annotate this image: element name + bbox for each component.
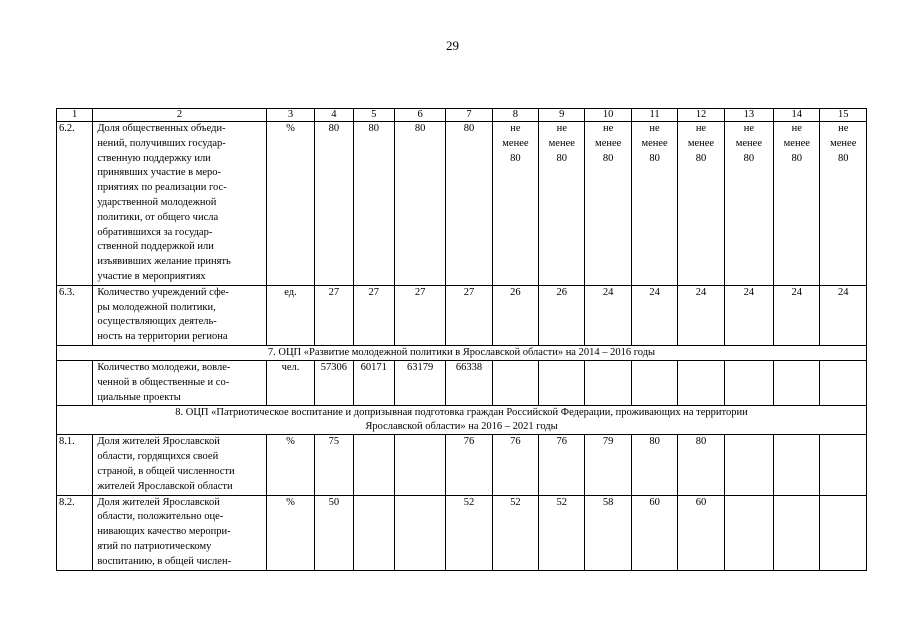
column-number-header: 2 [93,109,266,122]
value-cell: 52 [539,495,585,570]
column-number-header: 1 [57,109,93,122]
unit-cell: ед. [266,285,314,345]
column-number-header: 10 [585,109,631,122]
value-cell: не менее 80 [539,122,585,286]
value-cell: 24 [585,285,631,345]
value-cell: не менее 80 [492,122,538,286]
value-cell: 24 [820,285,867,345]
page-number: 29 [446,38,459,53]
value-cell: 80 [353,122,394,286]
value-cell: не менее 80 [820,122,867,286]
value-cell [353,435,394,495]
value-cell: 60 [678,495,724,570]
column-number-header: 9 [539,109,585,122]
unit-cell: % [266,495,314,570]
value-cell: 76 [492,435,538,495]
value-cell: 80 [678,435,724,495]
value-cell: 27 [394,285,445,345]
indicator-number-cell: 6.3. [57,285,93,345]
column-number-header: 4 [315,109,353,122]
value-cell: 60 [631,495,677,570]
value-cell: 50 [315,495,353,570]
column-number-header: 6 [394,109,445,122]
value-cell: 80 [394,122,445,286]
column-number-header: 13 [724,109,773,122]
value-cell [820,435,867,495]
value-cell [724,360,773,405]
value-cell [353,495,394,570]
value-cell: 24 [678,285,724,345]
column-number-header: 11 [631,109,677,122]
indicator-number-cell [57,360,93,405]
table-row [57,495,867,570]
value-cell: 75 [315,435,353,495]
value-cell: 79 [585,435,631,495]
value-cell: 58 [585,495,631,570]
value-cell [820,360,867,405]
indicator-name-cell: Доля общественных объеди- нений, получивших государ- ственную поддержку или принявших участие в меро- приятиях по реализации гос- ударственной молодежной политики, от общего числа обратившихся за государ- ственной поддержкой или изъявивших желание принять участие в мероприятиях [93,122,266,286]
value-cell: не менее 80 [724,122,773,286]
column-number-header: 3 [266,109,314,122]
value-cell: 27 [315,285,353,345]
value-cell [724,495,773,570]
indicators-table [56,108,867,571]
column-number-header: 15 [820,109,867,122]
value-cell: 27 [353,285,394,345]
value-cell: 52 [446,495,492,570]
indicator-number-cell: 8.1. [57,435,93,495]
section-title: 7. ОЦП «Развитие молодежной политики в Ярославской области» на 2014 – 2016 годы [57,345,867,360]
value-cell [585,360,631,405]
value-cell: 66338 [446,360,492,405]
value-cell: 52 [492,495,538,570]
section-header-row [57,406,867,435]
value-cell: не менее 80 [678,122,724,286]
table-row [57,285,867,345]
section-title: 8. ОЦП «Патриотическое воспитание и допризывная подготовка граждан Российской Федерации, проживающих на территории Ярославской области» на 2016 – 2021 годы [57,406,867,435]
unit-cell: % [266,122,314,286]
value-cell [820,495,867,570]
table-header-row [57,109,867,122]
column-number-header: 7 [446,109,492,122]
indicator-name-cell: Доля жителей Ярославской области, гордящихся своей страной, в общей численности жителей Ярославской области [93,435,266,495]
value-cell [539,360,585,405]
value-cell: не менее 80 [585,122,631,286]
indicator-number-cell: 8.2. [57,495,93,570]
value-cell: 76 [446,435,492,495]
value-cell: 57306 [315,360,353,405]
value-cell: 80 [315,122,353,286]
value-cell: 63179 [394,360,445,405]
column-number-header: 14 [774,109,820,122]
column-number-header: 5 [353,109,394,122]
value-cell [774,360,820,405]
value-cell: 24 [631,285,677,345]
value-cell [394,435,445,495]
indicator-name-cell: Количество молодежи, вовле- ченной в общественные и со- циальные проекты [93,360,266,405]
value-cell: 26 [539,285,585,345]
value-cell [724,435,773,495]
value-cell: 24 [774,285,820,345]
value-cell: 80 [446,122,492,286]
value-cell [774,435,820,495]
table-row [57,122,867,286]
value-cell: 27 [446,285,492,345]
value-cell: 60171 [353,360,394,405]
value-cell [631,360,677,405]
value-cell: 24 [724,285,773,345]
indicator-name-cell: Количество учреждений сфе- ры молодежной политики, осуществляющих деятель- ность на территории региона [93,285,266,345]
value-cell: 76 [539,435,585,495]
value-cell: 80 [631,435,677,495]
column-number-header: 12 [678,109,724,122]
value-cell: 26 [492,285,538,345]
value-cell [492,360,538,405]
indicator-name-cell: Доля жителей Ярославской области, положительно оце- нивающих качество меропри- ятий по патриотическому воспитанию, в общей числен- [93,495,266,570]
value-cell [678,360,724,405]
value-cell: не менее 80 [774,122,820,286]
section-header-row [57,345,867,360]
column-number-header: 8 [492,109,538,122]
unit-cell: чел. [266,360,314,405]
table-row [57,435,867,495]
value-cell [774,495,820,570]
value-cell: не менее 80 [631,122,677,286]
value-cell [394,495,445,570]
unit-cell: % [266,435,314,495]
table-row [57,360,867,405]
indicator-number-cell: 6.2. [57,122,93,286]
